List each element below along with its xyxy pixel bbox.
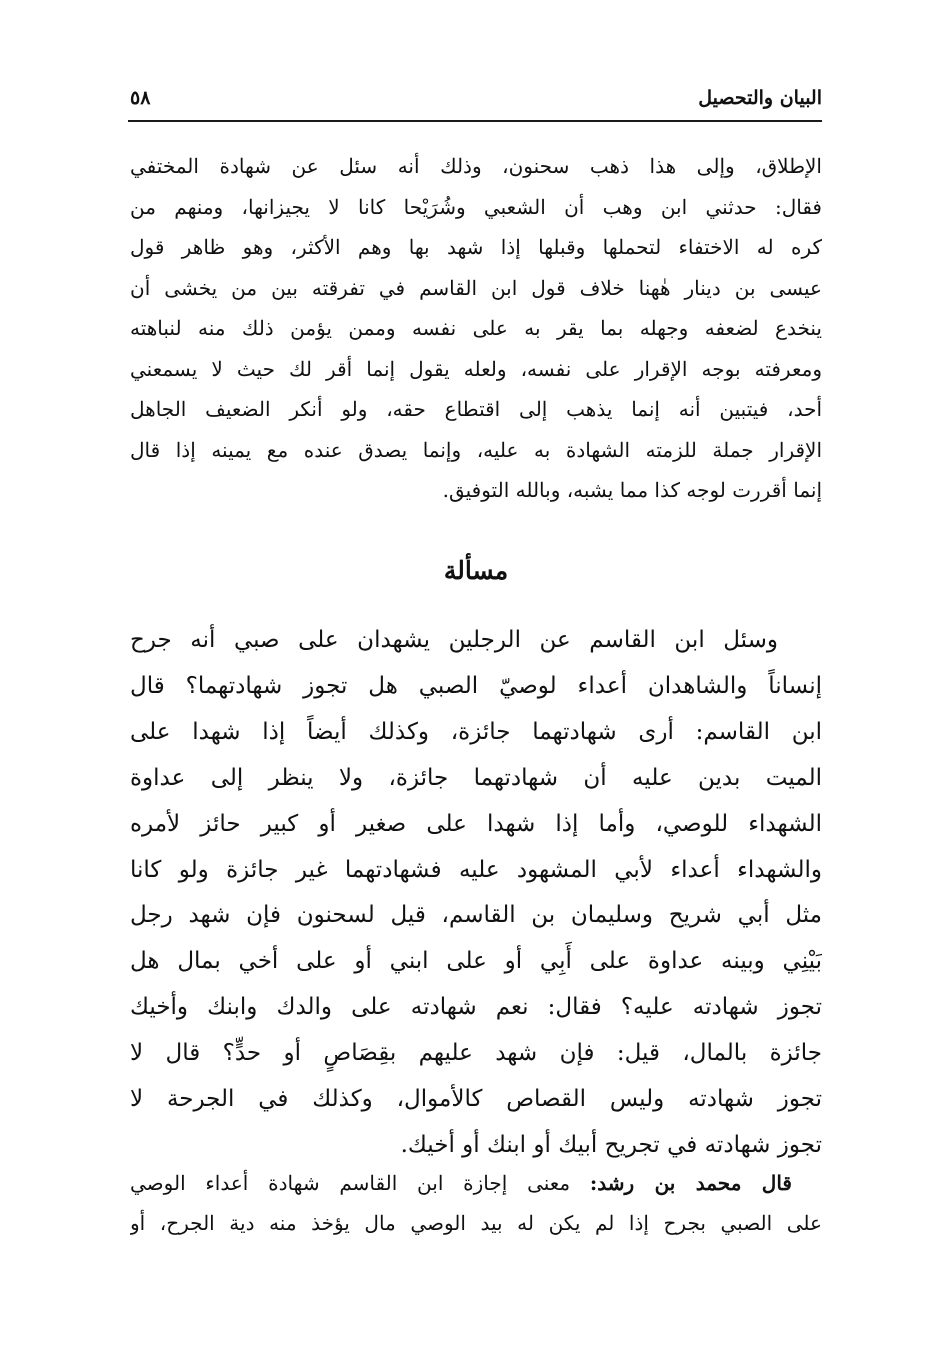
commentary-paragraph bbox=[130, 1163, 822, 1243]
text-line: على الصبي بجرح إذا لم يكن له بيد الوصي مال يؤخذ منه دية الجرح، أو bbox=[130, 1211, 822, 1235]
text-line: الإقرار جملة للزمته الشهادة به عليه، وإنما يصدق عنده مع يمينه إذا قال bbox=[130, 437, 822, 462]
text-line: مثل أبي شريح وسليمان بن القاسم، قيل لسحنون فإن شهد رجل bbox=[130, 902, 822, 929]
text-line: الميت بدين عليه أن شهادتهما جائزة، ولا ينظر إلى عداوة bbox=[130, 764, 822, 791]
text-line: ينخدع لضعفه وجهله بما يقر به على نفسه وممن يؤمن ذلك منه لنباهته bbox=[130, 316, 822, 340]
text-line bbox=[130, 1163, 822, 1203]
paragraph-continuation bbox=[130, 146, 822, 511]
text-line: الإطلاق، وإلى هذا ذهب سحنون، وذلك أنه سئل عن شهادة المختفي bbox=[130, 154, 822, 178]
text-line: وسئل ابن القاسم عن الرجلين يشهدان على صبي أنه جرح bbox=[130, 627, 778, 653]
commentator-lead: قال محمد بن رشد: bbox=[589, 1171, 792, 1195]
question-paragraph bbox=[130, 618, 822, 1169]
text-line: جائزة بالمال، قيل: فإن شهد عليهم بقِصَاصٍ أو حدٍّ؟ قال لا bbox=[130, 1040, 822, 1067]
text-line: فقال: حدثني ابن وهب أن الشعبي وشُرَيْحا كانا لا يجيزانها، ومنهم من bbox=[130, 194, 822, 219]
section-heading: مسألة bbox=[443, 556, 509, 585]
text-line: بَيْنِي وبينه عداوة على أَبِي أو على ابني أو على أخي بمال هل bbox=[130, 948, 822, 975]
text-line: كره له الاختفاء لتحملها وقبلها إذا شهد بها وهم الأكثر، وهو ظاهر قول bbox=[130, 235, 822, 259]
text-line: تجوز شهادته وليس القصاص كالأموال، وكذلك في الجرحة لا bbox=[130, 1086, 822, 1113]
text-line: أحد، فيتبين أنه إنما يذهب إلى اقتطاع حقه، ولو أنكر الضعيف الجاهل bbox=[130, 397, 822, 421]
text-line: ومعرفته بوجه الإقرار على نفسه، ولعله يقول إنما أقر لك حيث لا يسمعني bbox=[130, 356, 822, 381]
page-number: ٥٨ bbox=[130, 87, 151, 109]
header-divider bbox=[128, 120, 822, 122]
text-line: الشهداء للوصي، وأما إذا شهدا على صغير أو كبير حائز لأمره bbox=[130, 810, 822, 837]
text-line: إنساناً والشاهدان أعداء لوصيّ الصبي هل تجوز شهادتهما؟ قال bbox=[130, 672, 822, 699]
text-line: تجوز شهادته عليه؟ فقال: نعم شهادته على والدك وابنك وأخيك bbox=[130, 994, 822, 1021]
text-line: والشهداء أعداء لأبي المشهود عليه فشهادتهما غير جائزة ولو كانا bbox=[130, 856, 822, 883]
text-line: ابن القاسم: أرى شهادتهما جائزة، وكذلك أيضاً إذا شهدا على bbox=[130, 718, 822, 745]
book-title: البيان والتحصيل bbox=[698, 87, 822, 109]
page-header bbox=[130, 82, 822, 114]
text-line: إنما أقررت لوجه كذا مما يشبه، وبالله التوفيق. bbox=[442, 478, 822, 502]
commentary-text: معنى إجازة ابن القاسم شهادة أعداء الوصي bbox=[130, 1171, 590, 1195]
text-line: عيسى بن دينار هٰهنا خلاف قول ابن القاسم في تفرقته بين من يخشى أن bbox=[130, 275, 822, 300]
text-line: تجوز شهادته في تجريح أبيك أو ابنك أو أخيك. bbox=[400, 1131, 822, 1158]
